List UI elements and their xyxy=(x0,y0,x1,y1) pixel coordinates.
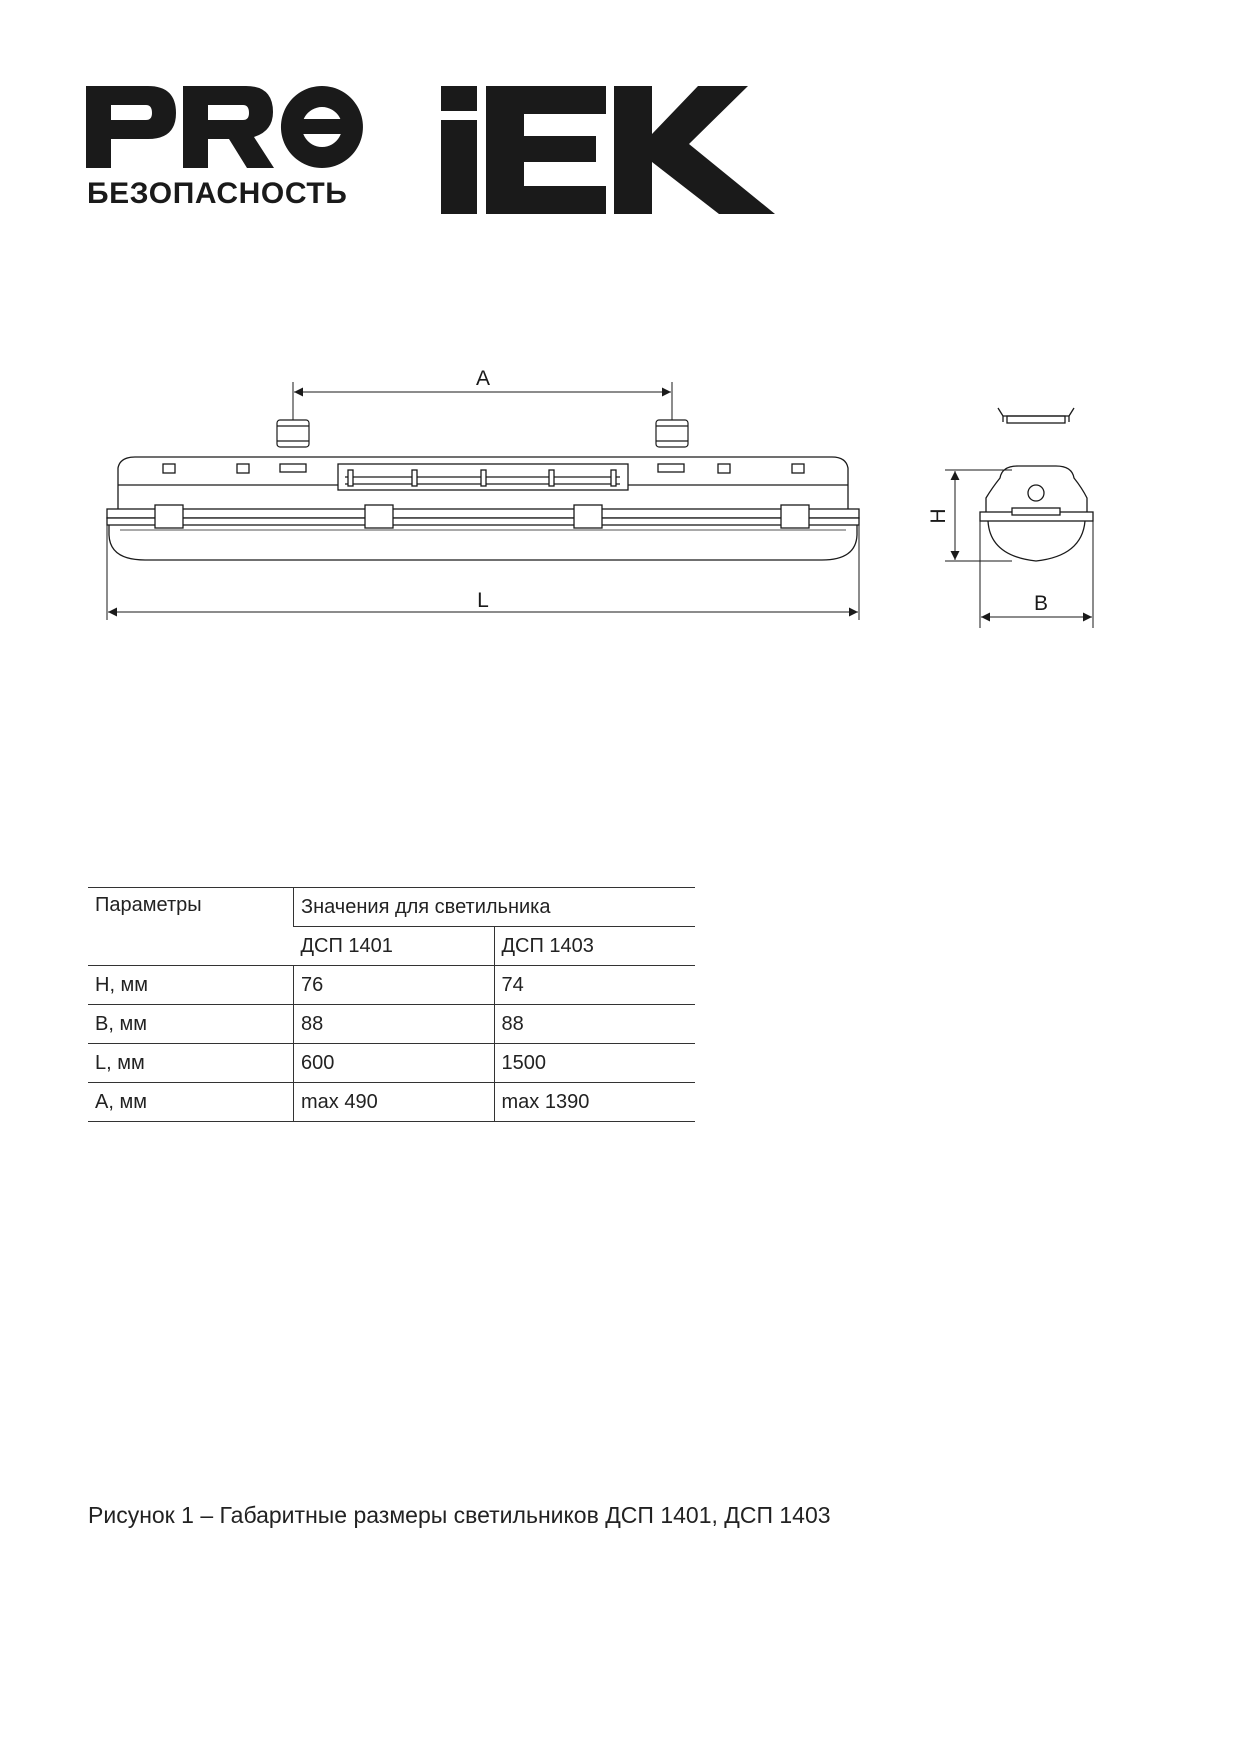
table-row xyxy=(88,1044,695,1083)
table-row xyxy=(88,1083,695,1122)
value-cell: 76 xyxy=(294,966,495,1005)
model-cell-2: ДСП 1403 xyxy=(494,927,695,966)
luminaire-end-view xyxy=(980,408,1093,561)
value-cell: 600 xyxy=(294,1044,495,1083)
dimension-l-label: L xyxy=(477,589,489,612)
value-cell: max 1390 xyxy=(494,1083,695,1122)
mounting-bracket-right xyxy=(656,420,688,447)
dimension-a-label: A xyxy=(475,367,491,390)
iek-mark xyxy=(441,86,775,214)
table-row xyxy=(88,966,695,1005)
table-header-row xyxy=(88,888,695,927)
dimension-drawing xyxy=(100,360,1120,660)
pro-iek-logo xyxy=(86,86,786,226)
value-cell: 88 xyxy=(494,1005,695,1044)
table-row xyxy=(88,1005,695,1044)
values-header-cell: Значения для светильника xyxy=(294,888,696,927)
param-cell: A, мм xyxy=(88,1083,294,1122)
param-header-cell: Параметры xyxy=(88,888,294,966)
value-cell: max 490 xyxy=(294,1083,495,1122)
mounting-bracket-left xyxy=(277,420,309,447)
dimension-b-label: B xyxy=(1033,592,1049,615)
dimension-h-label: H xyxy=(927,508,950,524)
value-cell: 1500 xyxy=(494,1044,695,1083)
luminaire-side-view xyxy=(107,457,859,560)
parameters-table xyxy=(88,887,695,1122)
figure-caption: Рисунок 1 – Габаритные размеры светильников ДСП 1401, ДСП 1403 xyxy=(88,1502,831,1528)
model-cell-1: ДСП 1401 xyxy=(294,927,495,966)
param-cell: B, мм xyxy=(88,1005,294,1044)
value-cell: 74 xyxy=(494,966,695,1005)
logo-safety-text: БЕЗОПАСНОСТЬ xyxy=(87,177,348,210)
param-cell: L, мм xyxy=(88,1044,294,1083)
param-cell: H, мм xyxy=(88,966,294,1005)
value-cell: 88 xyxy=(294,1005,495,1044)
